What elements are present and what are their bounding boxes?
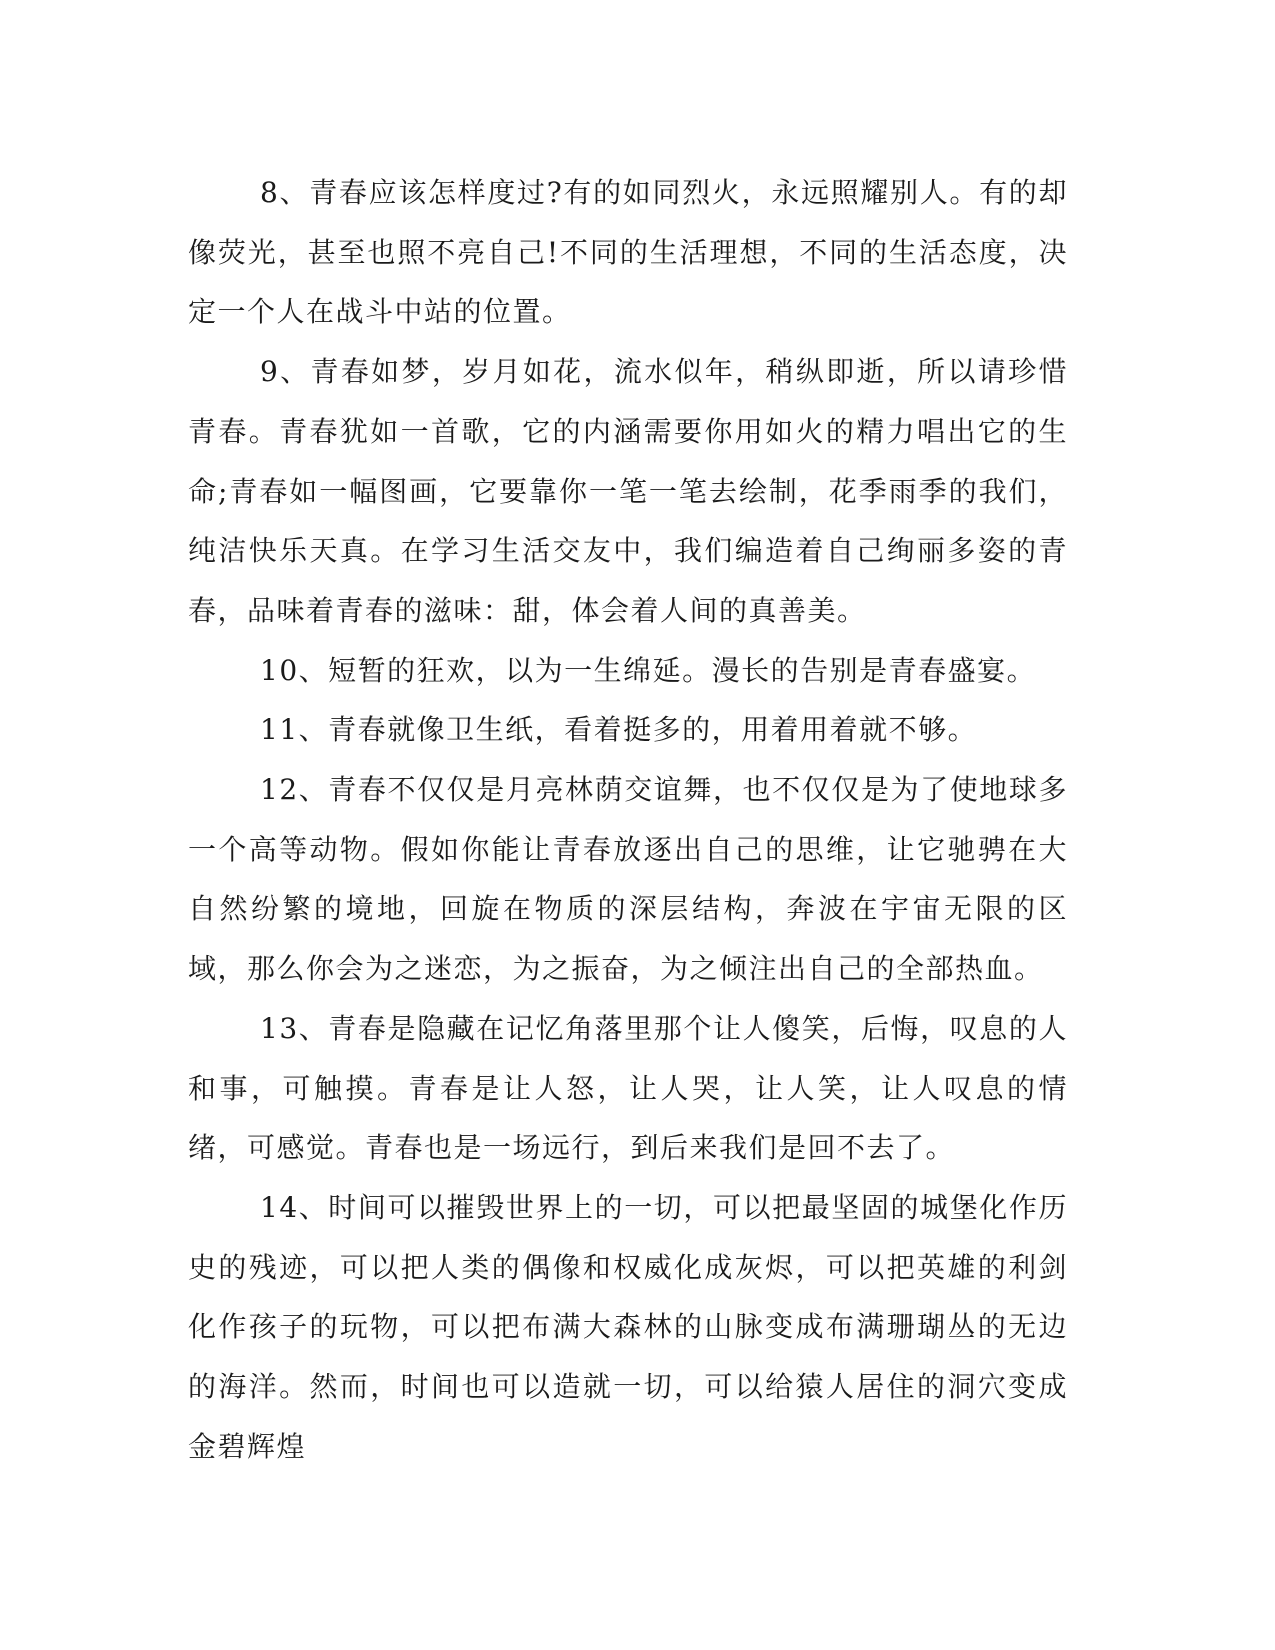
paragraph-10: 10、短暂的狂欢，以为一生绵延。漫长的告别是青春盛宴。 <box>260 653 1037 687</box>
paragraph-13: 13、青春是隐藏在记忆角落里那个让人傻笑，后悔，叹息的人和事，可触摸。青春是让人怒，让人哭，让人笑，让人叹息的情绪，可感觉。青春也是一场远行，到后来我们是回不去了。 <box>188 1011 1068 1165</box>
paragraph-12: 12、青春不仅仅是月亮林荫交谊舞，也不仅仅是为了使地球多一个高等动物。假如你能让青春放逐出自己的思维，让它驰骋在大自然纷繁的境地，回旋在物质的深层结构，奔波在宇宙无限的区域，那么你会为之迷恋，为之振奋，为之倾注出自己的全部热血。 <box>188 773 1068 986</box>
paragraph-9: 9、青春如梦，岁月如花，流水似年，稍纵即逝，所以请珍惜青春。青春犹如一首歌，它的内涵需要你用如火的精力唱出它的生命;青春如一幅图画，它要靠你一笔一笔去绘制，花季雨季的我们，纯洁快乐天真。在学习生活交友中，我们编造着自己绚丽多姿的青春，品味着青春的滋味：甜，体会着人间的真善美。 <box>188 355 1068 627</box>
paragraph-8: 8、青春应该怎样度过?有的如同烈火，永远照耀别人。有的却像荧光，甚至也照不亮自己!不同的生活理想，不同的生活态度，决定一个人在战斗中站的位置。 <box>188 176 1068 329</box>
document-body <box>188 163 1068 1476</box>
paragraph-14: 14、时间可以摧毁世界上的一切，可以把最坚固的城堡化作历史的残迹，可以把人类的偶像和权威化成灰烬，可以把英雄的利剑化作孩子的玩物，可以把布满大森林的山脉变成布满珊瑚丛的无边的海洋。然而，时间也可以造就一切，可以给猿人居住的洞穴变成金碧辉煌 <box>188 1190 1068 1463</box>
paragraph-11: 11、青春就像卫生纸，看着挺多的，用着用着就不够。 <box>260 713 978 747</box>
